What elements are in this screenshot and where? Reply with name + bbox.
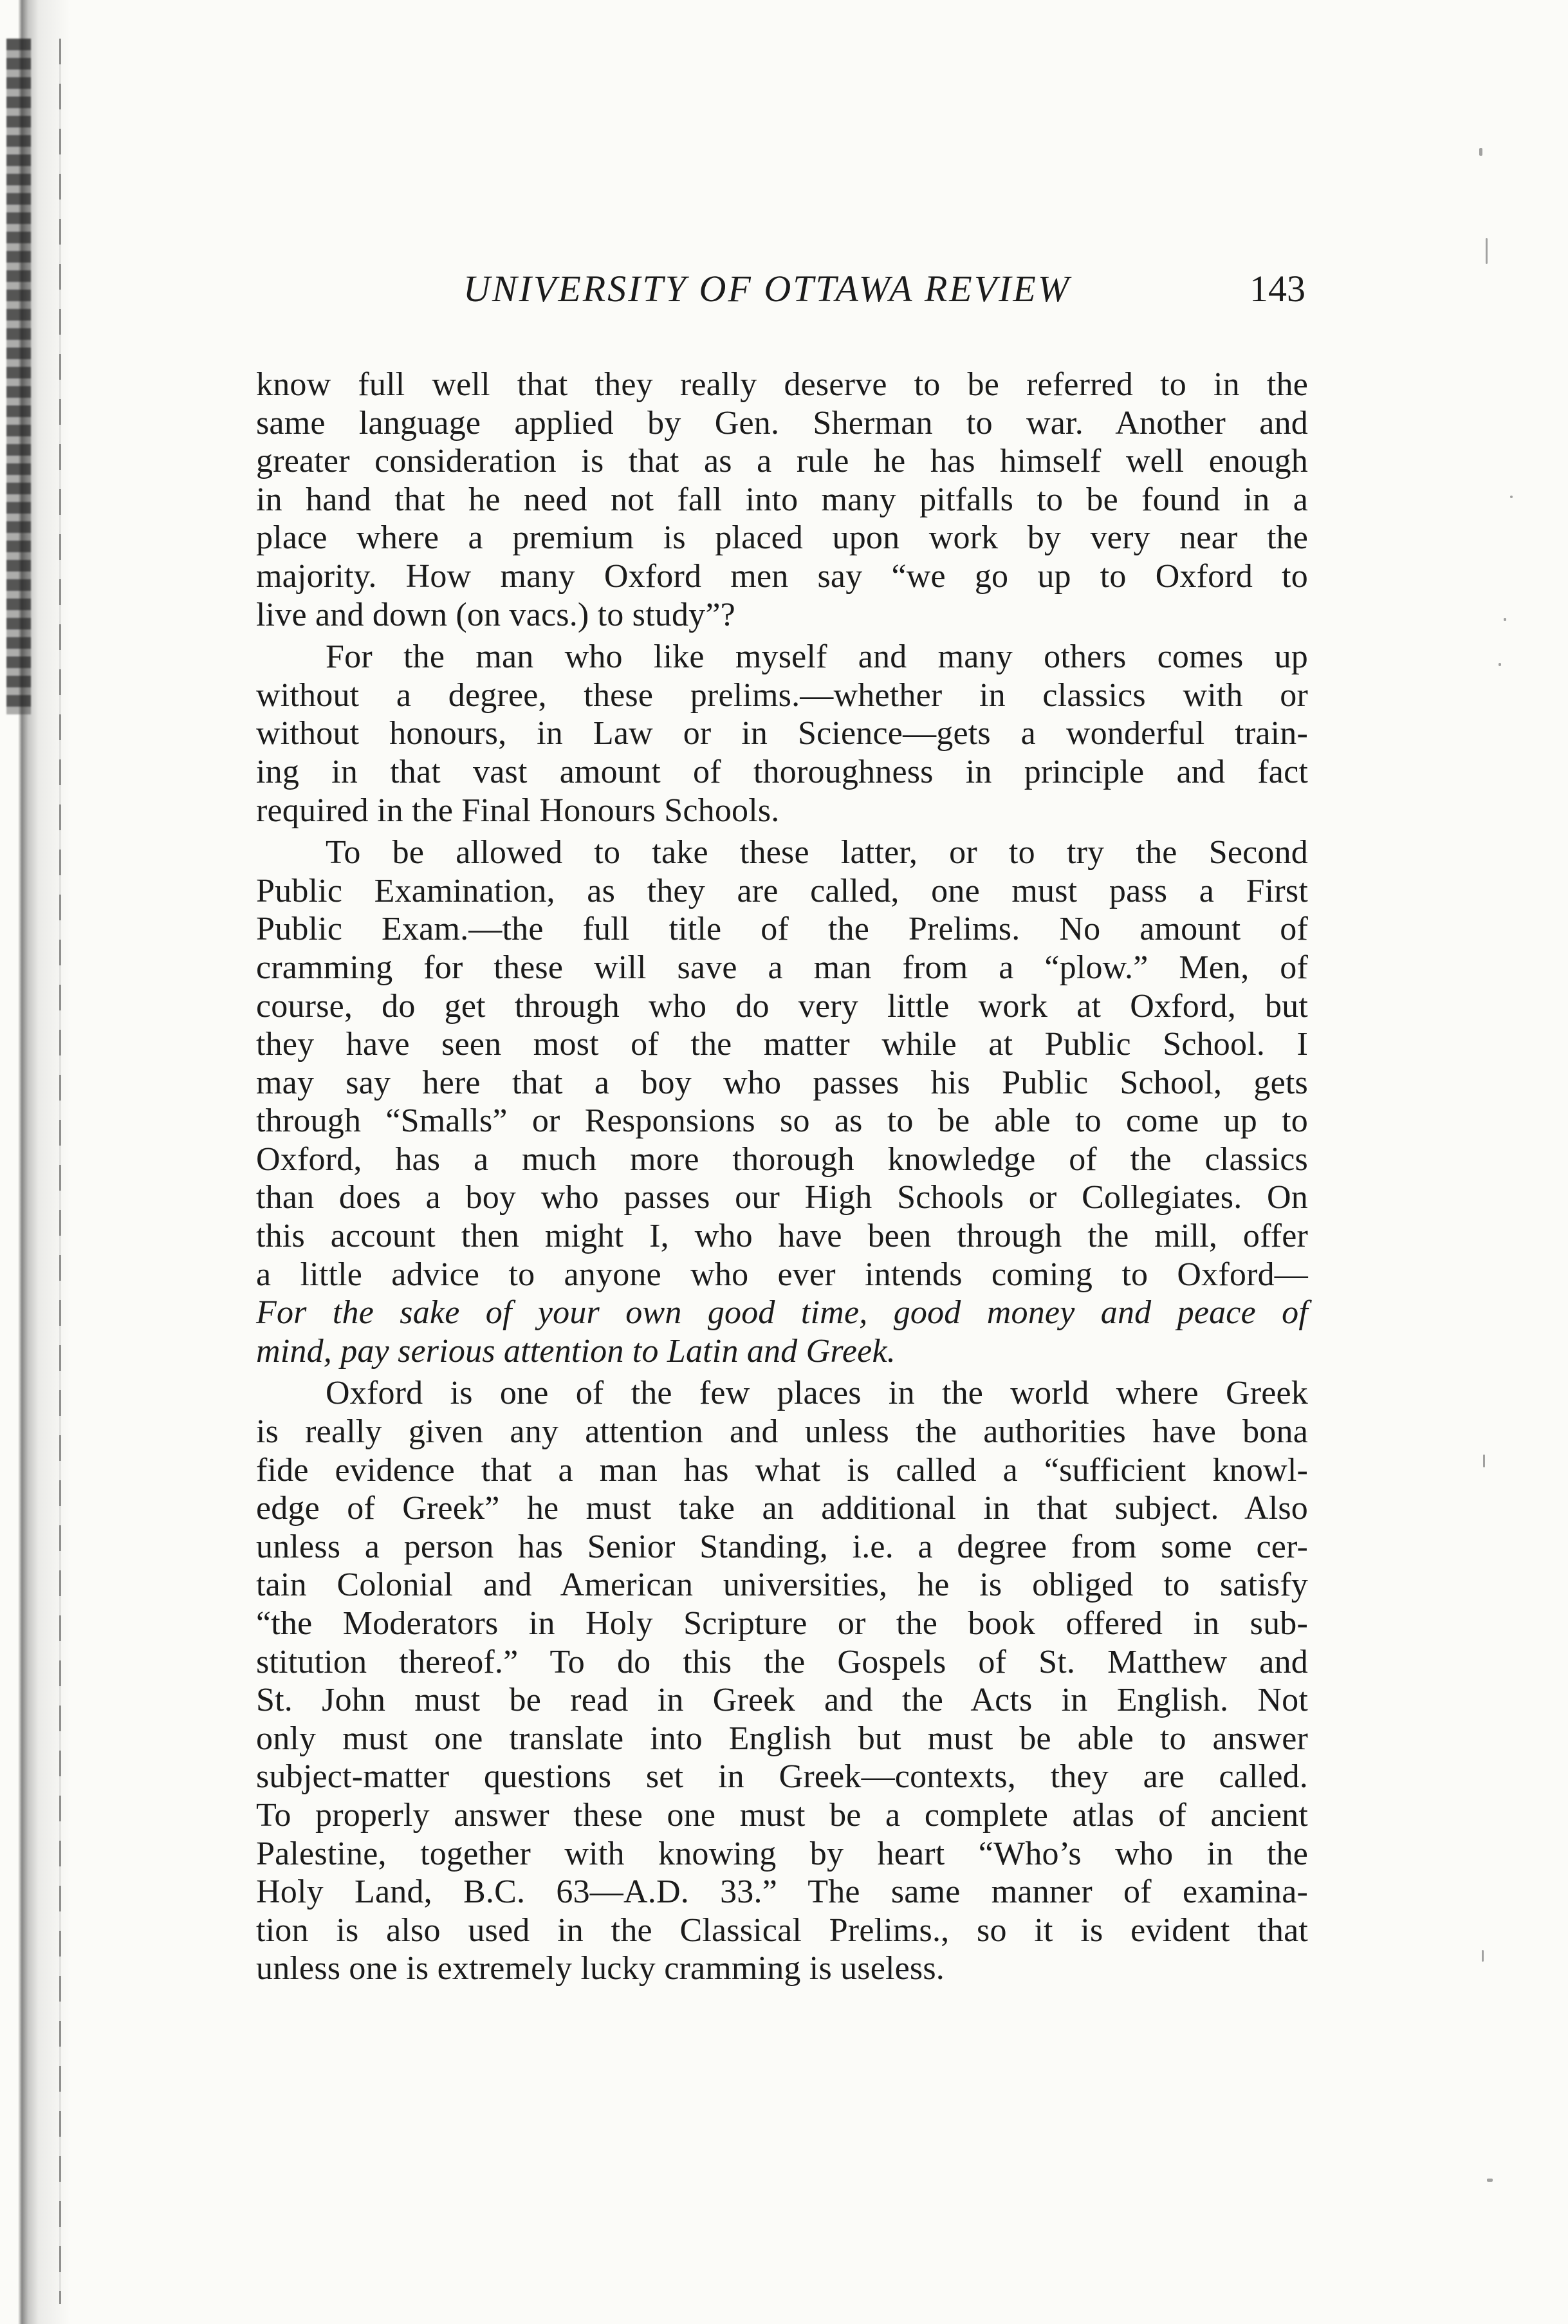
paragraph (256, 638, 1308, 830)
paragraph (256, 366, 1308, 634)
text-line: edge of Greek” he must take an additional in that subject. Also (256, 1490, 1308, 1527)
text-line: know full well that they really deserve to be referred to in the (256, 366, 1308, 403)
text-line: only must one translate into English but must be able to answer (256, 1720, 1308, 1757)
text-line: they have seen most of the matter while at Public School. I (256, 1026, 1308, 1063)
text-line: cramming for these will save a man from a “plow.” Men, of (256, 949, 1308, 986)
scan-speck (1487, 2179, 1493, 2182)
text-line: Palestine, together with knowing by heart “Who’s who in the (256, 1835, 1308, 1872)
text-line: without a degree, these prelims.—whether in classics with or (256, 676, 1308, 714)
text-line: stitution thereof.” To do this the Gospels of St. Matthew and (256, 1643, 1308, 1680)
italic-advice-line: mind, pay serious attention to Latin and Greek. (256, 1332, 896, 1370)
text-line: place where a premium is placed upon work by very near the (256, 519, 1308, 557)
scan-speck (1479, 148, 1482, 156)
text-line: Public Exam.—the full title of the Prelims. No amount of (256, 911, 1308, 948)
italic-advice-line: For the sake of your own good time, good money and peace of (256, 1294, 1308, 1332)
scan-speck (1510, 496, 1513, 498)
text-line: To properly answer these one must be a complete atlas of ancient (256, 1796, 1308, 1834)
text-line: greater consideration is that as a rule he has himself well enough (256, 443, 1308, 480)
text-line: subject-matter questions set in Greek—contexts, they are called. (256, 1758, 1308, 1796)
text-line: Public Examination, as they are called, one must pass a First (256, 872, 1308, 909)
text-line: this account then might I, who have been through the mill, offer (256, 1218, 1308, 1255)
text-line: “the Moderators in Holy Scripture or the book offered in sub- (256, 1605, 1308, 1642)
text-line: Oxford is one of the few places in the world where Greek (326, 1375, 1308, 1412)
text-line: tain Colonial and American universities, he is obliged to satisfy (256, 1566, 1308, 1604)
paragraph (256, 1374, 1308, 1988)
text-line: course, do get through who do very little work at Oxford, but (256, 987, 1308, 1025)
text-line: tion is also used in the Classical Prelims., so it is evident that (256, 1911, 1308, 1949)
text-line: in hand that he need not fall into many pitfalls to be found in a (256, 481, 1308, 518)
journal-title: UNIVERSITY OF OTTAWA REVIEW (463, 268, 1071, 310)
article-body (256, 366, 1308, 1988)
text-line: without honours, in Law or in Science—gets a wonderful train- (256, 715, 1308, 752)
scan-speck (1504, 618, 1506, 621)
text-line: unless a person has Senior Standing, i.e. a degree from some cer- (256, 1528, 1308, 1565)
text-line: ing in that vast amount of thoroughness in principle and fact (256, 753, 1308, 790)
scan-speck (1482, 1950, 1484, 1962)
text-line: is really given any attention and unless the authorities have bona (256, 1413, 1308, 1451)
text-line: same language applied by Gen. Sherman to war. Another and (256, 404, 1308, 442)
text-line: unless one is extremely lucky cramming is useless. (256, 1950, 945, 1987)
text-line: St. John must be read in Greek and the Acts in English. Not (256, 1682, 1308, 1719)
text-line: a little advice to anyone who ever intends coming to Oxford— (256, 1256, 1308, 1293)
text-line: fide evidence that a man has what is called a “sufficient knowl- (256, 1451, 1308, 1489)
text-line: live and down (on vacs.) to study”? (256, 596, 735, 633)
text-line: For the man who like myself and many others comes up (326, 638, 1308, 676)
scan-specks (1478, 0, 1568, 2324)
text-line: Holy Land, B.C. 63—A.D. 33.” The same manner of examina- (256, 1873, 1308, 1911)
text-line: majority. How many Oxford men say “we go up to Oxford to (256, 557, 1308, 595)
text-line: may say here that a boy who passes his Public School, gets (256, 1064, 1308, 1101)
text-line: through “Smalls” or Responsions so as to be able to come up to (256, 1102, 1308, 1140)
text-line: required in the Final Honours Schools. (256, 792, 780, 829)
binding-edge (6, 39, 31, 714)
paragraph (256, 833, 1308, 1370)
page-edge-line (59, 39, 61, 2304)
scan-speck (1499, 663, 1501, 666)
text-line: Oxford, has a much more thorough knowledge of the classics (256, 1140, 1308, 1178)
running-head (251, 261, 1309, 319)
page-number: 143 (1250, 268, 1305, 310)
scan-speck (1486, 238, 1488, 264)
text-line: To be allowed to take these latter, or to try the Second (326, 834, 1308, 871)
text-line: than does a boy who passes our High Schools or Collegiates. On (256, 1179, 1308, 1216)
scan-speck (1483, 1455, 1485, 1467)
